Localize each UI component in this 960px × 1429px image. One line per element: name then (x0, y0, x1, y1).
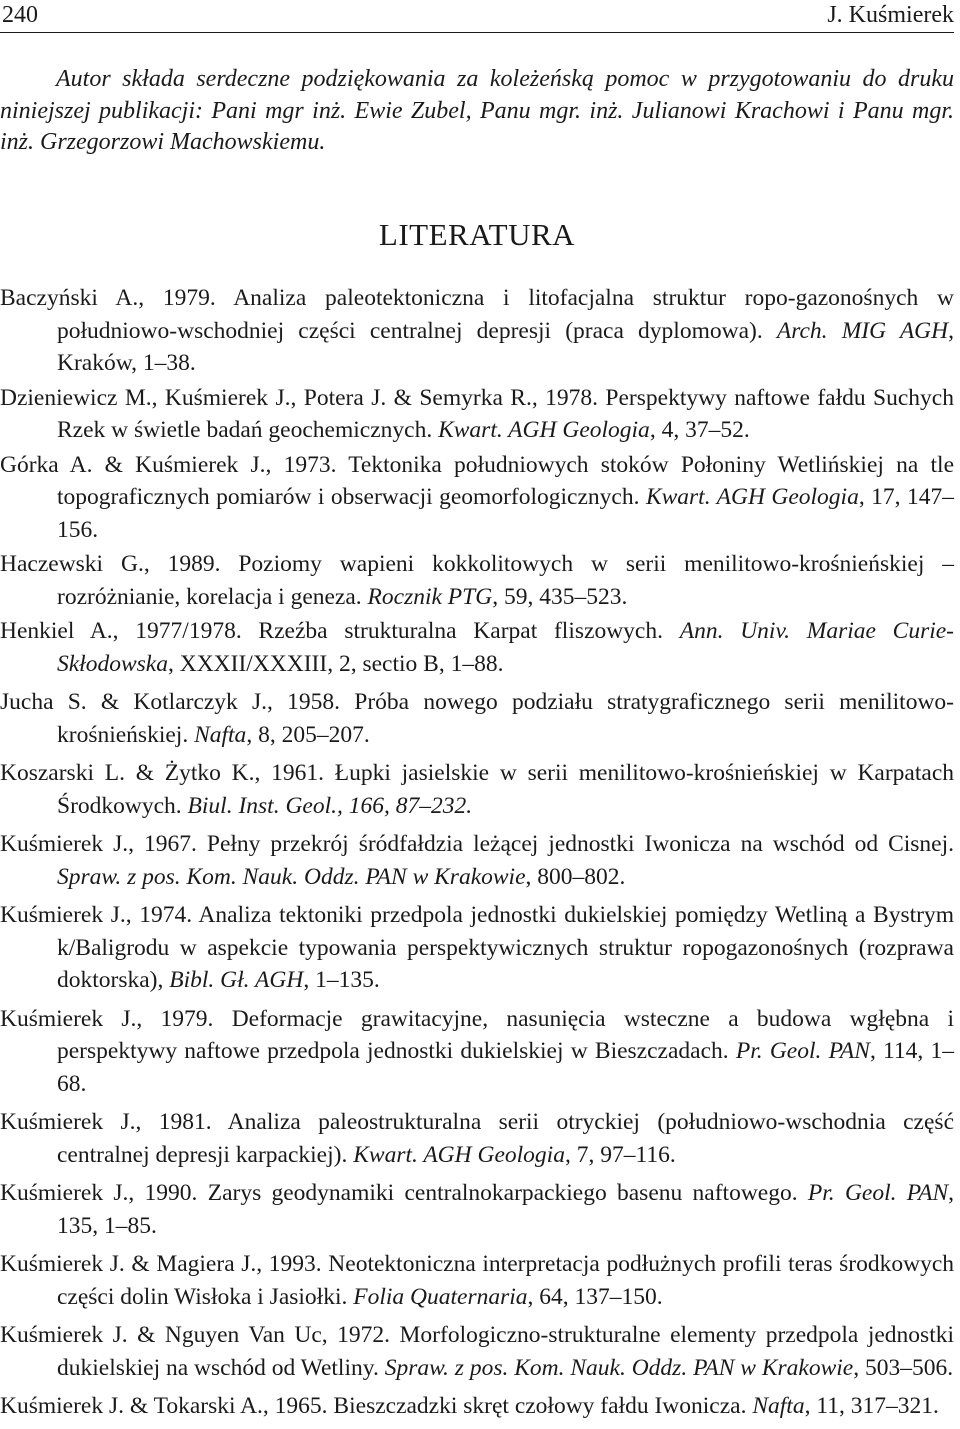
reference-details: , 4, 37–52. (649, 417, 750, 443)
reference-journal: Rocznik PTG (367, 583, 493, 610)
section-title: LITERATURA (378, 217, 576, 252)
reference-entry (0, 757, 954, 822)
reference-entry (0, 899, 954, 997)
reference-details: , 503–506. (853, 1354, 954, 1381)
reference-text: Kuśmierek J., 1981. Analiza paleostrukturalna serii otryckiej (południowo-wschodnia część centralnej depresji karpackiej). (0, 1109, 954, 1168)
running-header (0, 0, 954, 33)
reference-journal: Biul. Inst. Geol., 166, 87–232. (187, 792, 473, 819)
reference-journal: Arch. MIG AGH (776, 317, 949, 344)
reference-text: Jucha S. & Kotlarczyk J., 1958. Próba nowego podziału stratygraficznego serii menilitowo-krośnieńskiej. (0, 689, 954, 748)
reference-details: , 59, 435–523. (492, 583, 628, 610)
reference-entry (0, 548, 954, 613)
reference-journal: Spraw. z pos. Kom. Nauk. Oddz. PAN w Krakowie (384, 1354, 854, 1381)
reference-text: Dzieniewicz M., Kuśmierek J., Potera J. & Semyrka R., 1978. Perspektywy naftowe fałdu Suchych Rzek w świetle badań geochemicznych. (0, 384, 954, 443)
reference-text: Haczewski G., 1989. Poziomy wapieni kokkolitowych w serii menilitowo-krośnieńskiej – rozróżnianie, korelacja i geneza. (0, 551, 954, 610)
reference-journal: Kwart. AGH Geologia (438, 417, 650, 443)
reference-entry (0, 1390, 954, 1423)
reference-details: , 114, 1–68. (57, 1038, 954, 1097)
reference-journal: Pr. Geol. PAN (807, 1180, 949, 1206)
reference-entry (0, 449, 954, 547)
reference-text: Kuśmierek J. & Nguyen Van Uc, 1972. Morfologiczno-strukturalne elementy przedpola jednostki dukielskiej na wschód od Wetliny. (0, 1322, 954, 1381)
reference-entry (0, 686, 954, 751)
reference-details: , 64, 137–150. (527, 1283, 663, 1310)
reference-entry (0, 1248, 954, 1313)
reference-details: , 17, 147–156. (57, 484, 955, 543)
reference-entry (0, 1106, 954, 1171)
reference-journal: Folia Quaternaria (353, 1283, 528, 1310)
reference-details: , 8, 205–207. (246, 721, 370, 748)
reference-journal: Bibl. Gł. AGH (169, 967, 304, 993)
reference-journal: Nafta (752, 1393, 805, 1419)
reference-entry (0, 828, 954, 893)
reference-journal: Spraw. z pos. Kom. Nauk. Oddz. PAN w Krakowie (57, 863, 526, 890)
reference-text: Henkiel A., 1977/1978. Rzeźba strukturalna Karpat fliszowych. (0, 618, 680, 644)
reference-details: , XXXII/XXXIII, 2, sectio B, 1–88. (167, 650, 504, 677)
reference-entry (0, 1177, 954, 1242)
reference-text: Baczyński A., 1979. Analiza paleotektoniczna i litofacjalna struktur ropo-gazonośnych w południowo-wschodniej części centralnej depresji (praca dyplomowa). (0, 285, 954, 344)
reference-details: , 7, 97–116. (564, 1141, 676, 1168)
reference-journal: Pr. Geol. PAN (735, 1038, 870, 1064)
reference-list (0, 282, 954, 1429)
reference-details: , Kraków, 1–38. (57, 317, 954, 376)
reference-text: Kuśmierek J., 1990. Zarys geodynamiki centralnokarpackiego basenu naftowego. (0, 1180, 808, 1206)
reference-text: Koszarski L. & Żytko K., 1961. Łupki jasielskie w serii menilitowo-krośnieńskiej w Karpatach Środkowych. (0, 760, 954, 819)
reference-text: Kuśmierek J., 1979. Deformacje grawitacyjne, nasunięcia wsteczne a budowa wgłębna i perspektywy naftowe przedpola jednostki dukielskiej w Bieszczadach. (0, 1005, 954, 1064)
reference-text: Kuśmierek J. & Tokarski A., 1965. Bieszczadzki skręt czołowy fałdu Iwonicza. (0, 1393, 753, 1419)
reference-text: Kuśmierek J., 1967. Pełny przekrój śródfałdzia leżącej jednostki Iwonicza na wschód od Cisnej. (0, 831, 954, 857)
reference-journal: Kwart. AGH Geologia (645, 484, 859, 510)
reference-entry (0, 1319, 954, 1384)
reference-text: Górka A. & Kuśmierek J., 1973. Tektonika południowych stoków Połoniny Wetlińskiej na tle topograficznych pomiarów i obserwacji geomorfologicznych. (0, 451, 954, 510)
reference-entry (0, 282, 954, 380)
reference-details: , 135, 1–85. (57, 1180, 955, 1239)
page-number: 240 (2, 2, 38, 28)
reference-entry (0, 382, 954, 447)
reference-text: Kuśmierek J., 1974. Analiza tektoniki przedpola jednostki dukielskiej pomiędzy Wetliną a Bystrym k/Baligrodu w aspekcie typowania perspektywicznych struktur ropogazonośnych (rozprawa doktorska), (0, 902, 954, 993)
reference-journal: Nafta (194, 721, 247, 748)
reference-details: , 11, 317–321. (804, 1393, 939, 1419)
reference-journal: Kwart. AGH Geologia (353, 1141, 565, 1168)
running-author: J. Kuśmierek (827, 2, 954, 28)
reference-details: , 800–802. (525, 863, 626, 890)
reference-details: , 1–135. (303, 967, 380, 993)
reference-text: Kuśmierek J. & Magiera J., 1993. Neotektoniczna interpretacja podłużnych profili teras środkowych części dolin Wisłoka i Jasiołki. (0, 1251, 954, 1310)
reference-entry (0, 615, 954, 680)
reference-entry (0, 1003, 954, 1101)
acknowledgement-paragraph: Autor składa serdeczne podziękowania za koleżeńską pomoc w przygotowaniu do druku niniejszej publikacji: Pani mgr inż. Ewie Zubel, Panu mgr. inż. Julianowi Krachowi i Panu mgr. inż. Grzegorzowi Machowskiemu. (0, 66, 954, 155)
reference-journal: Ann. Univ. Mariae Curie-Skłodowska (57, 618, 955, 677)
